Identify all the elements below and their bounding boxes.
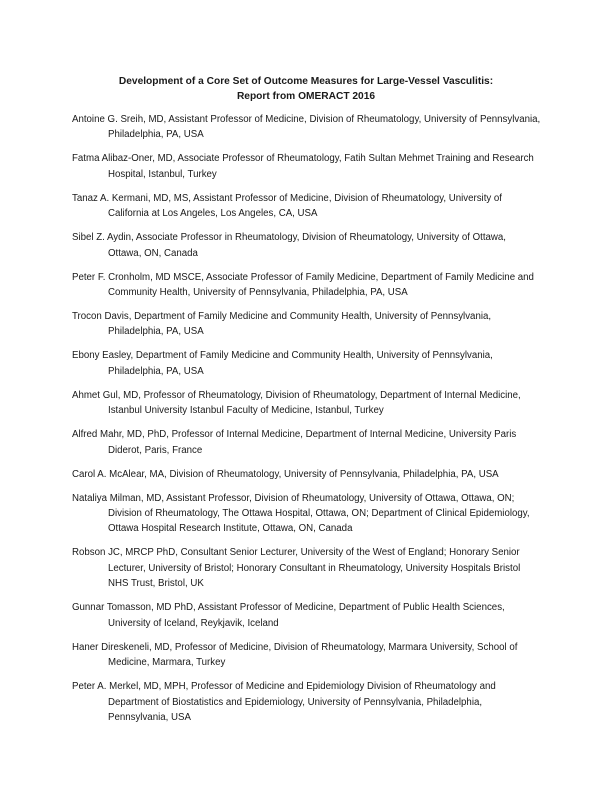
author-entry: Gunnar Tomasson, MD PhD, Assistant Professor of Medicine, Department of Public Health Sciences, University of Iceland, Reykjavik, Iceland [72, 602, 505, 629]
author-entry: Alfred Mahr, MD, PhD, Professor of Internal Medicine, Department of Internal Medicine, University Paris Diderot, Paris, France [72, 429, 517, 456]
author-entry: Fatma Alibaz-Oner, MD, Associate Professor of Rheumatology, Fatih Sultan Mehmet Training and Research Hospital, Istanbul, Turkey [72, 153, 534, 180]
author-entry: Sibel Z. Aydin, Associate Professor in Rheumatology, Division of Rheumatology, University of Ottawa, Ottawa, ON, Canada [72, 232, 506, 259]
author-entry: Trocon Davis, Department of Family Medicine and Community Health, University of Pennsylvania, Philadelphia, PA, USA [72, 311, 492, 338]
author-entry: Peter A. Merkel, MD, MPH, Professor of Medicine and Epidemiology Division of Rheumatology and Department of Biostatistics and Epidemiology, University of Pennsylvania, Philadelphia, Pennsylvania, USA [72, 681, 496, 723]
author-list [72, 112, 542, 734]
paper-title-line-2: Report from OMERACT 2016 [236, 91, 376, 102]
author-entry: Haner Direskeneli, MD, Professor of Medicine, Division of Rheumatology, Marmara University, School of Medicine, Marmara, Turkey [72, 641, 518, 669]
author-entry: Ebony Easley, Department of Family Medicine and Community Health, University of Pennsylvania, Philadelphia, PA, USA [72, 350, 493, 377]
paper-title [72, 74, 540, 104]
author-entry: Antoine G. Sreih, MD, Assistant Professor of Medicine, Division of Rheumatology, University of Pennsylvania, Philadelphia, PA, USA [72, 114, 541, 141]
author-entry: Carol A. McAlear, MA, Division of Rheumatology, University of Pennsylvania, Philadelphia, PA, USA [72, 468, 499, 480]
paper-title-line-1: Development of a Core Set of Outcome Measures for Large-Vessel Vasculitis: [118, 76, 494, 87]
author-entry: Robson JC, MRCP PhD, Consultant Senior Lecturer, University of the West of England; Honorary Senior Lecturer, University of Bristol; Honorary Consultant in Rheumatology, University Hospitals Bristol NHS Trust, Bristol, UK [72, 547, 521, 590]
author-entry: Ahmet Gul, MD, Professor of Rheumatology, Division of Rheumatology, Department of Internal Medicine, Istanbul University Istanbul Faculty of Medicine, Istanbul, Turkey [72, 389, 521, 417]
author-entry: Tanaz A. Kermani, MD, MS, Assistant Professor of Medicine, Division of Rheumatology, University of California at Los Angeles, Los Angeles, CA, USA [72, 192, 503, 220]
author-entry: Peter F. Cronholm, MD MSCE, Associate Professor of Family Medicine, Department of Family Medicine and Community Health, University of Pennsylvania, Philadelphia, PA, USA [72, 271, 534, 299]
author-entry: Nataliya Milman, MD, Assistant Professor, Division of Rheumatology, University of Ottawa, Ottawa, ON; Division of Rheumatology, The Ottawa Hospital, Ottawa, ON; Department of Clinical Epidemiology, Ottawa Hospital Research Institute, Ottawa, ON, Canada [72, 492, 530, 535]
